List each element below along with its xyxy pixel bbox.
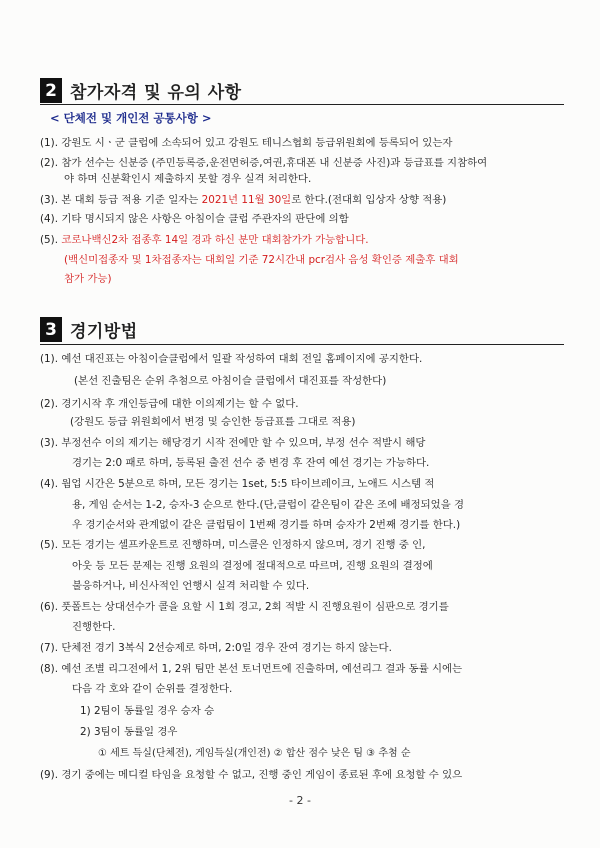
- s3-item-8-cont: 다음 각 호와 같이 순위를 결정한다.: [72, 683, 233, 695]
- section-2-subheading: < 단체전 및 개인전 공통사항 >: [50, 111, 212, 125]
- s3-item-1-cont: (본선 진출팀은 순위 추첨으로 아침이슬 클럽에서 대진표를 작성한다): [74, 375, 387, 387]
- section-2-title: 참가자격 및 유의 사항: [70, 83, 242, 103]
- s3-item-2-cont: (강원도 등급 위원회에서 변경 및 승인한 등급표를 그대로 적용): [70, 416, 356, 428]
- s3-item-5-cont-1: 아웃 등 모든 문제는 진행 요원의 결정에 절대적으로 따르며, 진행 요원의 결정에: [72, 560, 433, 572]
- s3-item-4-cont-2: 우 경기순서와 관계없이 같은 클럽팀이 1번째 경기를 하며 승자가 2번째 경기를 한다.): [72, 519, 461, 531]
- s3-sub-item-3: ① 세트 득실(단체전), 게임득실(개인전) ② 합산 점수 낮은 팀 ③ 추첨 순: [98, 748, 411, 759]
- s2-item-5: (5). 코로나백신2차 접종후 14일 경과 하신 분만 대회참가가 가능합니다.: [40, 234, 369, 246]
- s2-item-2-cont: 야 하며 신분확인시 제출하지 못할 경우 실격 처리한다.: [64, 173, 312, 185]
- s2-item-5-cont-1: (백신미접종자 및 1차접종자는 대회일 기준 72시간내 pcr검사 음성 확인증 제출후 대회: [64, 254, 459, 266]
- s3-item-3-cont: 경기는 2:0 패로 하며, 등록된 출전 선수 중 변경 후 잔여 예선 경기는 가능하다.: [72, 457, 430, 469]
- s3-item-5: (5). 모든 경기는 셀프카운트로 진행하며, 미스콜은 인정하지 않으며, 경기 진행 중 인,: [40, 539, 426, 551]
- section-2-rule: [40, 104, 564, 105]
- section-3-title: 경기방법: [70, 322, 138, 342]
- s3-item-3: (3). 부정선수 이의 제기는 해당경기 시작 전에만 할 수 있으며, 부정 선수 적발시 해당: [40, 437, 426, 449]
- section-3-rule: [40, 344, 564, 345]
- section-3-header: [40, 317, 138, 342]
- section-2-number: 2: [40, 78, 62, 103]
- section-2-header: [40, 78, 242, 103]
- s3-sub-item-1: 1) 2팀이 동률일 경우 승자 승: [80, 705, 215, 717]
- date-highlight: 2021년 11월 30일: [201, 194, 292, 206]
- s2-item-1: (1). 강원도 시ㆍ군 클럽에 소속되어 있고 강원도 테니스협회 등급위원회에 등록되어 있는자: [40, 137, 453, 149]
- s3-item-2: (2). 경기시작 후 개인등급에 대한 이의제기는 할 수 없다.: [40, 398, 299, 410]
- s3-item-8: (8). 예선 조별 리그전에서 1, 2위 팀만 본선 토너먼트에 진출하며, 예선리그 결과 동률 시에는: [40, 663, 463, 675]
- page-number: - 2 -: [289, 794, 311, 807]
- s2-item-2: (2). 참가 선수는 신분증 (주민등록증,운전면허증,여권,휴대폰 내 신분증 사진)과 등급표를 지참하여: [40, 157, 488, 169]
- s3-item-6: (6). 풋폴트는 상대선수가 콜을 요할 시 1회 경고, 2회 적발 시 진행요원이 심판으로 경기를: [40, 601, 449, 613]
- s3-sub-item-2: 2) 3팀이 동률일 경우: [80, 726, 178, 738]
- s3-item-1: (1). 예선 대진표는 아침이슬클럽에서 일괄 작성하여 대회 전일 홈페이지에 공지한다.: [40, 353, 423, 365]
- s3-item-6-cont: 진행한다.: [72, 621, 116, 633]
- s3-item-5-cont-2: 불응하거나, 비신사적인 언행시 실격 처리할 수 있다.: [72, 580, 310, 592]
- s3-item-4-cont-1: 용, 게임 순서는 1-2, 승자-3 순으로 한다.(단,클럽이 같은팀이 같은 조에 배정되었을 경: [72, 499, 465, 511]
- s2-item-3: (3). 본 대회 등급 적용 기준 일자는 2021년 11월 30일로 한다.(전대회 입상자 상향 적용): [40, 194, 447, 206]
- s3-item-4: (4). 웜업 시간은 5분으로 하며, 모든 경기는 1set, 5:5 타이브레이크, 노애드 시스템 적: [40, 478, 435, 490]
- s3-item-9: (9). 경기 중에는 메디컬 타임을 요청할 수 없고, 진행 중인 게임이 종료된 후에 요청할 수 있으: [40, 769, 463, 781]
- s2-item-5-cont-2: 참가 가능): [64, 273, 112, 285]
- s3-item-7: (7). 단체전 경기 3복식 2선승제로 하며, 2:0일 경우 잔여 경기는 하지 않는다.: [40, 642, 392, 654]
- s2-item-4: (4). 기타 명시되지 않은 사항은 아침이슬 클럽 주관자의 판단에 의함: [40, 213, 349, 225]
- section-3-number: 3: [40, 317, 62, 342]
